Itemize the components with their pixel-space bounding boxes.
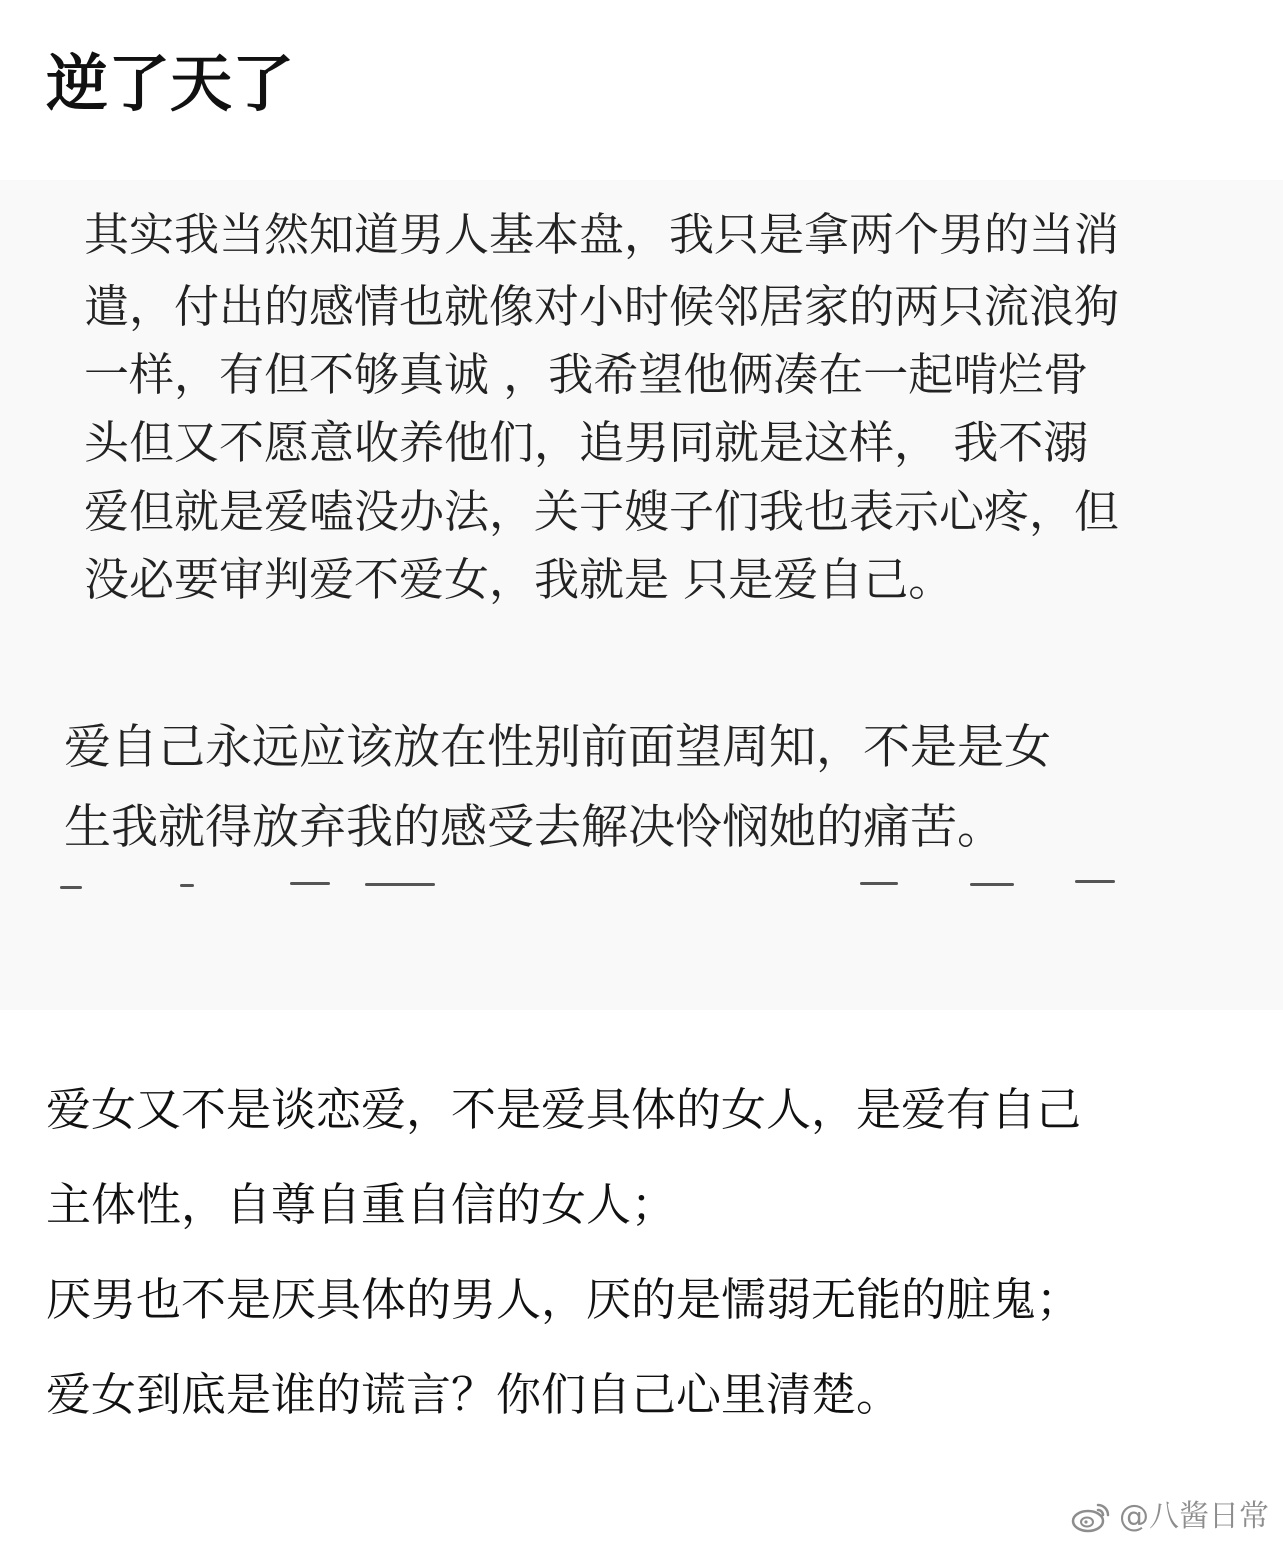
quote-line: 头但又不愿意收养他们，追男同就是这样， 我不溺 xyxy=(84,416,1089,469)
watermark-text: @八酱日常 xyxy=(1119,1499,1269,1534)
body-line: 厌男也不是厌具体的男人，厌的是懦弱无能的脏鬼； xyxy=(46,1273,1082,1326)
body-line: 主体性，自尊自重自信的女人； xyxy=(46,1178,677,1231)
quote-line: 爱自己永远应该放在性别前面望周知，不是是女 xyxy=(64,720,1051,775)
cropped-text-remnant xyxy=(0,878,1283,894)
quote-line: 一样，有但不够真诚 ，我希望他俩凑在一起啃烂骨 xyxy=(84,348,1089,401)
watermark xyxy=(1071,1497,1269,1537)
quoted-screenshot-2 xyxy=(0,680,1283,1010)
page-title: 逆了天了 xyxy=(46,47,295,120)
quote-line: 遣，付出的感情也就像对小时候邻居家的两只流浪狗 xyxy=(84,280,1120,333)
quote-line: 没必要审判爱不爱女，我就是 只是爱自己。 xyxy=(84,553,954,606)
quoted-screenshot-1 xyxy=(0,180,1283,680)
quote-line: 爱但就是爱嗑没办法，关于嫂子们我也表示心疼，但 xyxy=(84,485,1120,538)
body-line: 爱女到底是谁的谎言？你们自己心里清楚。 xyxy=(46,1368,902,1421)
quote-line: 其实我当然知道男人基本盘，我只是拿两个男的当消 xyxy=(84,208,1120,261)
quote-line: 生我就得放弃我的感受去解决怜悯她的痛苦。 xyxy=(64,800,1004,855)
weibo-icon xyxy=(1071,1500,1113,1534)
body-line: 爱女又不是谈恋爱，不是爱具体的女人，是爱有自己 xyxy=(46,1083,1082,1136)
